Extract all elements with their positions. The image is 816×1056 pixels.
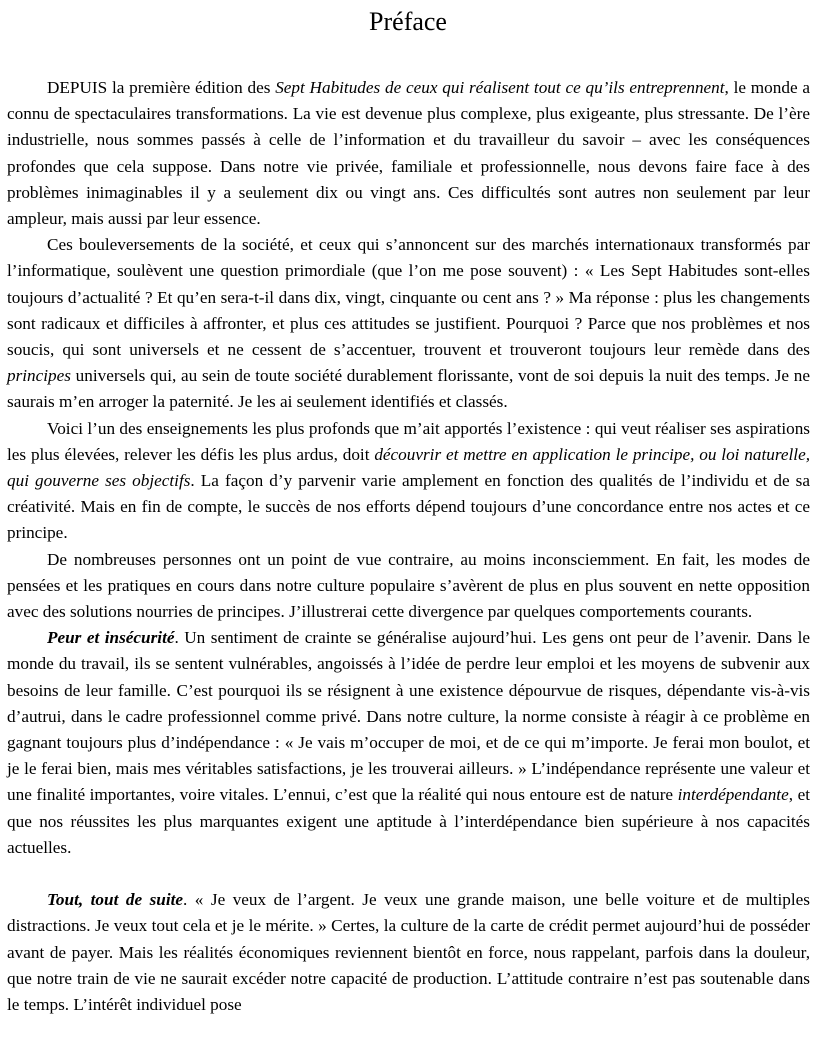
paragraph-5-text-b: . Un sentiment de crainte se généralise aujourd’hui. Les gens ont peur de l’avenir. Dans le monde du travail, ils se sentent vulnérables, angoissés à l’idée de perdre leur emploi et les moyens de subvenir aux besoins de leur famille. C’est pourquoi ils se résignent à une existence dépourvue de risques, dépendante vis-à-vis d’autrui, dans le cadre professionnel comme privé. Dans notre culture, la norme consiste à réagir à ce problème en gagnant toujours plus d’indépendance : « Je vais m’occuper de moi, et de ce qui m’importe. Je ferai mon boulot, et je le ferai bien, mais mes véritables satisfactions, je les trouverai ailleurs. » L’indépendance représente une valeur et une finalité importantes, voire vitales. L’ennui, c’est que la réalité qui nous entoure est de nature — [7, 628, 810, 805]
paragraph-5-text-d: , et que nos réussites les plus marquantes exigent une aptitude à l’interdépendance bien supérieure à nos capacités actuelles. — [7, 785, 810, 857]
paragraph-1-text-a: DEPUIS la première édition des — [47, 78, 276, 97]
principes-emphasis: principes — [7, 366, 71, 386]
fear-heading: Peur et insécurité — [47, 628, 175, 648]
interdependante-emphasis: interdépendante — [677, 785, 789, 805]
paragraph-6-text-b: . « Je veux de l’argent. Je veux une grande maison, une belle voiture et de multiples distractions. Je veux tout cela et je le mérite. » Certes, la culture de la carte de crédit permet aujourd’hui de posséder avant de payer. Mais les réalités économiques reviennent bientôt en force, nous rappelant, parfois dans la douleur, que notre train de vie ne saurait excéder notre capacité de production. L’attitude contraire n’est pas soutenable dans le temps. L’intérêt individuel pose — [7, 890, 810, 1014]
paragraph-4: De nombreuses personnes ont un point de vue contraire, au moins inconsciemment. En fait, les modes de pensées et les pratiques en cours dans notre culture populaire s’avèrent de plus en plus souvent en nette opposition avec des solutions nourries de principes. J’illustrerai cette divergence par quelques comportements courants. — [7, 549, 810, 622]
paragraph-6 — [7, 887, 810, 1018]
paragraph-3-text-a: Voici l’un des enseignements les plus profonds que m’ait apportés l’existence : qui veut réaliser ses aspirations les plus élevées, relever les défis les plus ardus, doit — [7, 418, 810, 464]
principle-emphasis: découvrir et mettre en application le principe, ou loi naturelle, qui gouverne ses objectifs — [7, 444, 811, 491]
tout-tout-de-suite-heading: Tout, tout de suite — [47, 890, 183, 910]
paragraph-3 — [7, 416, 810, 547]
paragraph-3-text-c: . La façon d’y parvenir varie amplement en fonction des qualités de l’individu et de sa créativité. Mais en fin de compte, le succès de nos efforts dépend toujours d’une concordance entre nos actes et ce principe. — [7, 471, 811, 543]
book-title-emphasis: Sept Habitudes de ceux qui réalisent tout ce qu’ils entreprennent — [275, 78, 725, 97]
paragraph-5 — [7, 625, 810, 861]
paragraph-2 — [7, 232, 810, 415]
preface-body — [7, 75, 810, 1018]
paragraph-2-text-a: Ces bouleversements de la société, et ceux qui s’annoncent sur des marchés internationaux transformés par l’informatique, soulèvent une question primordiale (que l’on me pose souvent) : « Les Sept Habitudes sont-elles toujours d’actualité ? Et qu’en sera-t-il dans dix, vingt, cinquante ou cent ans ? » Ma réponse : plus les changements sont radicaux et difficiles à affronter, et plus ces attitudes se justifient. Pourquoi ? Parce que nos problèmes et nos soucis, qui sont universels et ne cessent de s’accentuer, trouvent et trouveront toujours leur remède dans des — [7, 235, 810, 360]
paragraph-1 — [7, 75, 810, 232]
paragraph-1-text-c: , le monde a connu de spectaculaires transformations. La vie est devenue plus complexe, plus exigeante, plus stressante. De l’ère industrielle, nous sommes passés à celle de l’information et du travailleur du savoir – avec les conséquences profondes que cela suppose. Dans notre vie privée, familiale et professionnelle, nous devons faire face à des problèmes inimaginables il y a seulement dix ou vingt ans. Ces difficultés sont autres non seulement par leur ampleur, mais aussi par leur essence. — [7, 78, 810, 229]
paragraph-2-text-c: universels qui, au sein de toute société durablement florissante, vont de soi depuis la nuit des temps. Je ne saurais m’en arroger la paternité. Je les ai seulement identifiés et classés. — [7, 366, 810, 412]
page-title: Préface — [369, 7, 447, 36]
